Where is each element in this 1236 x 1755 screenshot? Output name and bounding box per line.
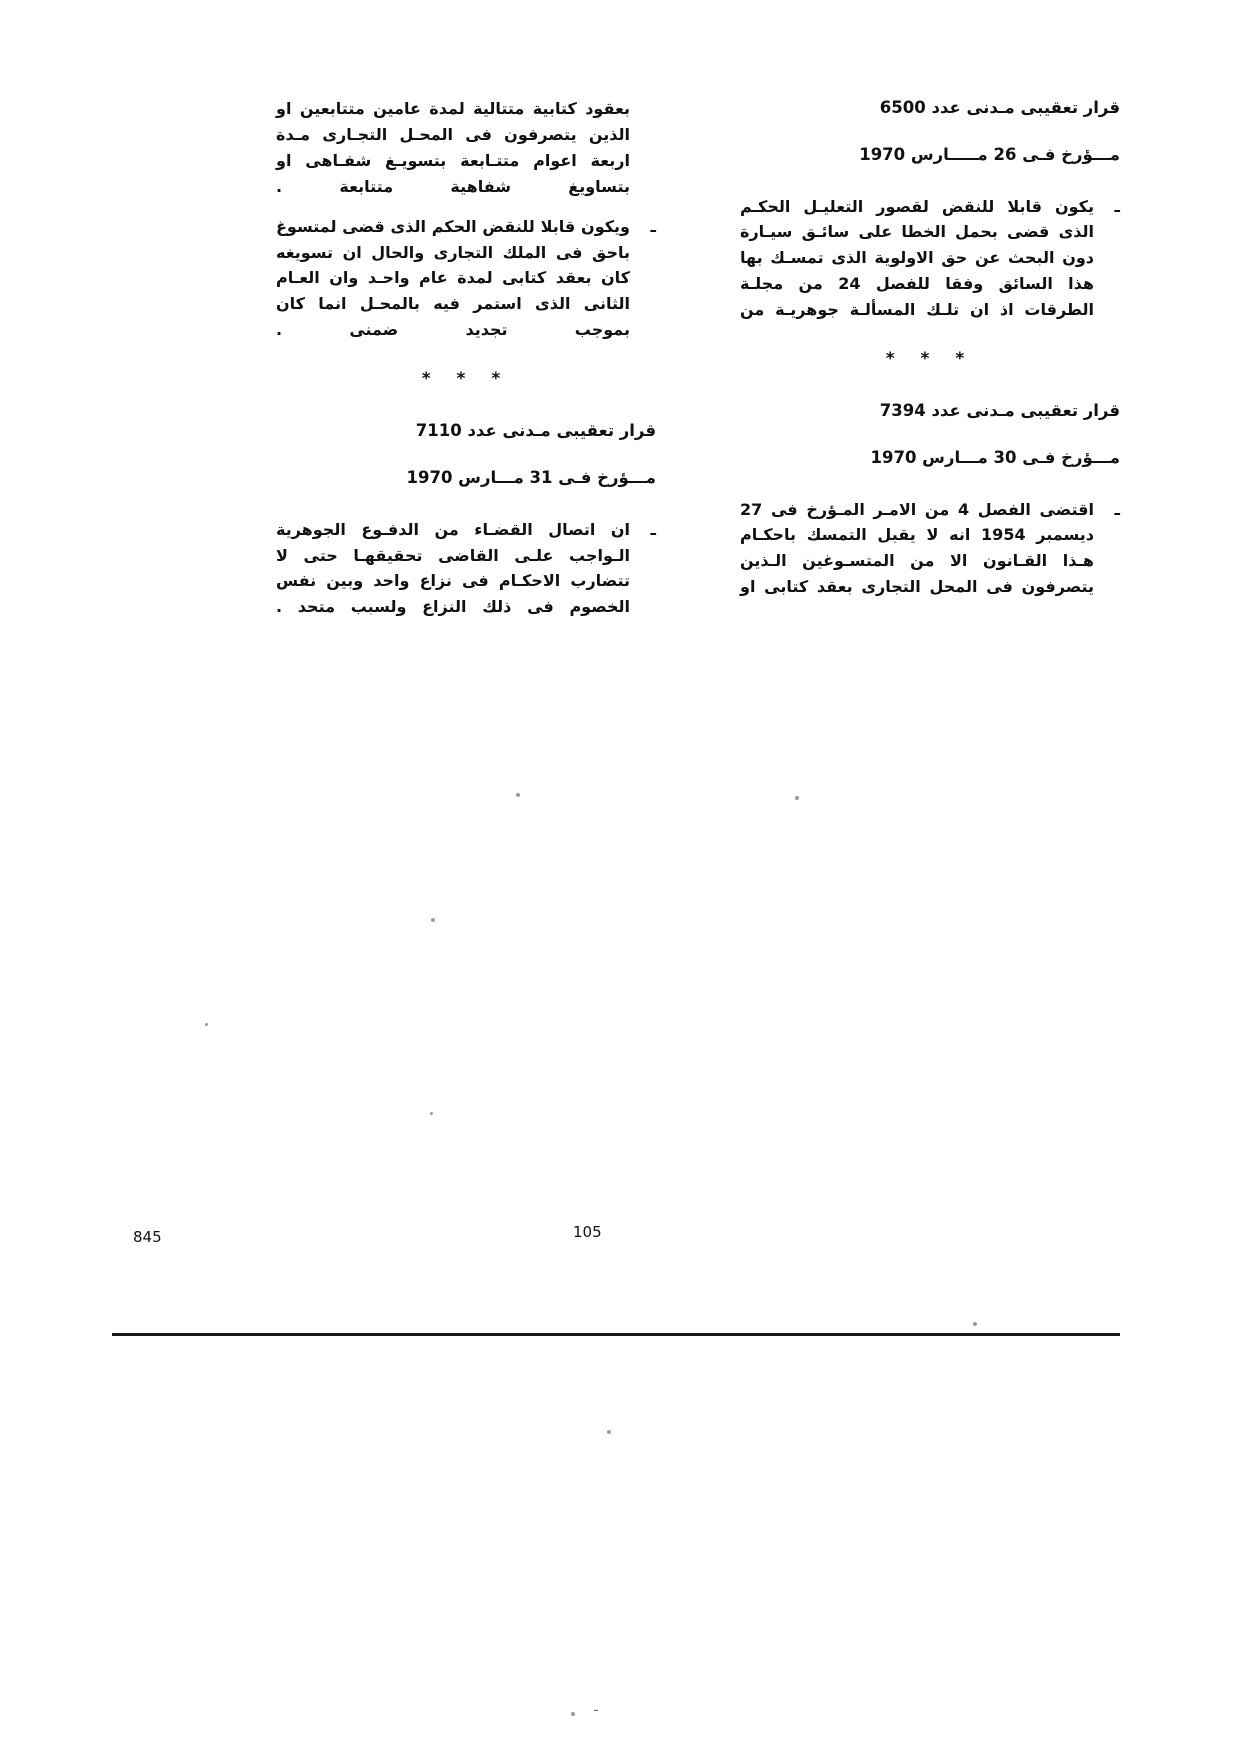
scan-speck xyxy=(795,796,799,800)
scan-speck xyxy=(430,1112,433,1115)
ruling-date: مـــؤرخ فـى 26 مـــــارس 1970 xyxy=(859,144,1120,164)
section-separator: * * * xyxy=(421,369,511,390)
column-right xyxy=(740,96,1120,634)
paragraph-text: يكون قابلا للنقض لقصور التعليـل الحكـم الذى قضى بحمل الخطا على سائـق سيـارة دون البحث عن حق الاولوية الذى تمسـك بها هذا السائق وفقا للفصل 24 من مجلـة الطرقات اذ ان تلـك المسألـة جوهريـة من xyxy=(740,196,1094,320)
ruling-block-7394 xyxy=(740,399,1120,600)
ruling-date: مـــؤرخ فـى 30 مـــارس 1970 xyxy=(870,447,1120,467)
ruling-block-7110 xyxy=(276,419,656,620)
paragraph-text: ان اتصال القضـاء من الدفـوع الجوهرية الـواجب علـى القاضى تحقيقهـا حتى لا تتضارب الاحكـام فى نزاع واحد وبين نفس الخصوم فى ذلك النزاع ولسبب متحد . xyxy=(276,519,630,617)
scan-speck xyxy=(516,793,520,797)
bullet-dash: ـ xyxy=(1114,196,1120,216)
ruling-date: مـــؤرخ فـى 31 مـــارس 1970 xyxy=(406,467,656,487)
ruling-paragraph xyxy=(740,194,1120,324)
bullet-dash: ـ xyxy=(650,519,656,539)
scan-speck xyxy=(431,918,435,922)
bullet-dash: ـ xyxy=(1114,499,1120,519)
section-separator: * * * xyxy=(885,349,975,370)
page-number-left: 845 xyxy=(133,1228,162,1246)
ruling-heading: قرار تعقيبى مـدنى عدد 7110 xyxy=(415,421,656,441)
paragraph-text: ويكون قابلا للنقض الحكم الذى قضى لمتسوغ باحق فى الملك التجارى والحال ان تسويغه كان بعقد كتابى لمدة عام واحـد وان العـام الثانى الذى استمر فيه بالمحـل انما كان بموجب تجديد ضمنى . xyxy=(276,216,630,340)
scan-speck xyxy=(607,1430,611,1434)
ruling-paragraph xyxy=(276,214,656,344)
scan-speck xyxy=(571,1712,575,1716)
two-column-body xyxy=(110,96,1120,634)
ruling-paragraph xyxy=(740,497,1120,601)
ruling-paragraph xyxy=(276,517,656,621)
paragraph-text: بعقود كتابية متتالية لمدة عامين متتابعين او الذين يتصرفون فى المحـل التجـارى مـدة اربعة اعوام متتـابعة بتسويـغ شفـاهى او بتساويغ شفاهية متتابعة . xyxy=(276,99,630,196)
paragraph-text: اقتضى الفصل 4 من الامـر المـؤرخ فى 27 ديسمبر 1954 انه لا يقبل التمسك باحكـام هـذا القـانون الا من المتسـوغين الـذين يتصرفون فى المحل التجارى بعقد كتابى او xyxy=(740,499,1095,597)
bottom-mark: ـ xyxy=(594,1700,598,1715)
continuation-paragraph xyxy=(276,96,656,200)
horizontal-rule xyxy=(112,1333,1120,1336)
scan-speck xyxy=(973,1322,977,1326)
ruling-block-6500 xyxy=(740,96,1120,323)
page-number-center: 105 xyxy=(573,1223,602,1241)
bullet-dash: ـ xyxy=(650,216,656,236)
ruling-heading: قرار تعقيبى مـدنى عدد 6500 xyxy=(879,98,1120,117)
scan-speck xyxy=(205,1023,208,1026)
column-left xyxy=(276,96,656,634)
ruling-heading: قرار تعقيبى مـدنى عدد 7394 xyxy=(879,401,1120,421)
continuation-block xyxy=(276,96,656,343)
